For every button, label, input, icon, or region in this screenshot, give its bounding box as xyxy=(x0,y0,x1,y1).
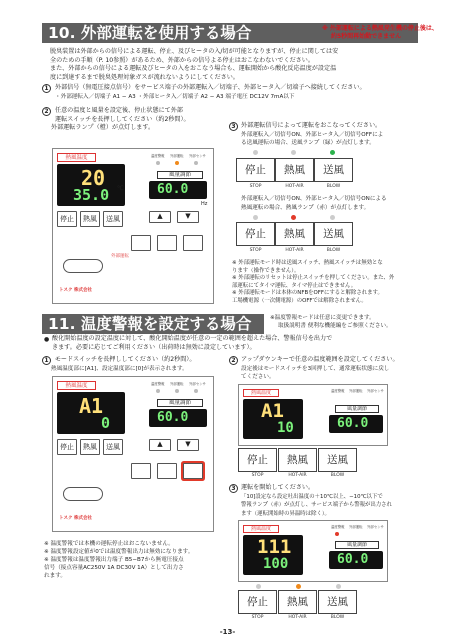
alarm-lamp xyxy=(156,389,160,393)
ext-run-switch[interactable] xyxy=(63,487,103,501)
stop-button[interactable]: 停止 xyxy=(238,448,277,472)
stop-button[interactable]: 停止 xyxy=(57,211,77,227)
timer-button[interactable] xyxy=(157,235,177,251)
stop-button[interactable]: 停止 xyxy=(57,439,77,455)
set-temp-value: 100 xyxy=(263,556,289,572)
stop-caption: STOP xyxy=(249,184,262,189)
blow-button[interactable]: 送風 xyxy=(103,439,123,455)
mini-label: 温度警報 xyxy=(331,389,345,393)
air-display xyxy=(149,181,207,199)
blow-button[interactable]: 送風 xyxy=(318,590,357,614)
hot-temp-label: 熱風温度 xyxy=(243,389,279,397)
set-temp-value: 35.0 xyxy=(73,186,110,204)
air-value: 60.0 xyxy=(337,552,369,567)
hot-button[interactable]: 熱風 xyxy=(80,439,100,455)
alarm-lamp xyxy=(156,161,160,165)
hot-temp-value: A1 xyxy=(261,400,284,422)
step-3-text: 外部運転信号によって運転をおこなってください。 外部運転入／切信号ON、外部ヒータ入／切信号OFFによ る送風運転の場合、送風ランプ（緑）が点灯します。 xyxy=(241,122,384,147)
step-number: 2 xyxy=(42,107,51,116)
blow-button[interactable]: 送風 xyxy=(318,448,357,472)
hot-temp-label: 熱風温度 xyxy=(243,525,279,533)
control-panel xyxy=(52,376,214,532)
stop-caption: STOP xyxy=(251,615,264,620)
timer-button[interactable] xyxy=(157,463,177,479)
blow-caption: BLOW xyxy=(326,184,341,189)
stop-caption: STOP xyxy=(249,248,262,253)
section-10-warning: ※ 外部運転による熱風発生機の停止後は、 約5秒間再始動できません xyxy=(322,25,438,40)
blow-button[interactable]: 送風 xyxy=(103,211,123,227)
mini-label: 外部センサ xyxy=(367,525,384,529)
hot-lamp xyxy=(291,150,296,155)
down-button[interactable]: ▼ xyxy=(177,439,199,451)
company-logo: トスク 株式会社 xyxy=(59,516,93,521)
temperature-display xyxy=(57,392,125,434)
mode-button[interactable] xyxy=(183,463,203,479)
up-button[interactable]: ▲ xyxy=(149,439,171,451)
air-display xyxy=(329,415,383,433)
air-value: 60.0 xyxy=(157,410,189,425)
blow-lamp xyxy=(336,584,341,589)
air-label: 風量調節 xyxy=(335,405,379,413)
mini-label: 外部センサ xyxy=(189,154,206,158)
hot-temp-label: 熱風温度 xyxy=(57,153,96,162)
temperature-display xyxy=(243,399,303,439)
mini-label: 外部運転 xyxy=(349,389,363,393)
air-value: 60.0 xyxy=(337,416,369,431)
hot-caption: HOT-AIR xyxy=(288,615,307,620)
step-number: 3 xyxy=(229,484,238,493)
hot-button[interactable]: 熱風 xyxy=(80,211,100,227)
hot-temp-value: 111 xyxy=(257,536,292,558)
stop-button[interactable]: 停止 xyxy=(236,222,275,246)
control-panel xyxy=(238,520,388,582)
ext-run-lamp xyxy=(175,161,179,165)
hot-temp-value: A1 xyxy=(79,394,104,418)
page-number: -13- xyxy=(219,628,236,636)
section-10-intro: 脱臭装置は外部からの信号による運転、停止、及びヒータの入/切が可能となりますが、停止に関しては安 全のための手順（P. 10参照）があるため、外部からの信号よる停止はおこなわないでください。 また、外部からの信号による運転及びヒータの入をおこなう場合も、運転開始から酸化反応温度が設定温 度に到達するまで脱臭処理対象ガスが流れないようにしてください。 xyxy=(50,48,339,81)
air-label: 風量調節 xyxy=(335,541,379,549)
blow-button[interactable]: 送風 xyxy=(314,222,353,246)
mini-label: 外部運転 xyxy=(170,382,184,386)
hot-temp-value: 20 xyxy=(81,166,106,190)
stop-lamp xyxy=(253,150,258,155)
step-number: 2 xyxy=(229,356,238,365)
temperature-display xyxy=(243,535,303,575)
down-button[interactable]: ▼ xyxy=(177,211,199,223)
step-1-text: モードスイッチを長押ししてください（約2秒間）。 熱風温度部に[A1]、設定温度部に[0]が表示されます。 xyxy=(51,356,196,372)
alarm-lamp xyxy=(335,532,339,536)
mode-button[interactable] xyxy=(183,235,203,251)
section-10-heading: 10. 外部運転を使用する場合 xyxy=(42,23,418,43)
stop-button[interactable]: 停止 xyxy=(238,590,277,614)
blow-lamp xyxy=(330,150,335,155)
step-number: 1 xyxy=(42,84,51,93)
blow-caption: BLOW xyxy=(330,615,345,620)
hot-button[interactable]: 熱風 xyxy=(275,222,314,246)
control-panel xyxy=(238,384,388,446)
set-temp-value: 0 xyxy=(101,414,111,432)
hz-unit: Hz xyxy=(201,201,208,207)
mini-label: 温度警報 xyxy=(151,382,165,386)
mini-label: 温度警報 xyxy=(331,525,345,529)
mini-label: 外部運転 xyxy=(170,154,184,158)
section-11-aside: ※温度警報モードは任意に変更できます。 取扱説明書 便利な機能編をご参照ください。 xyxy=(270,315,392,329)
hot-button[interactable]: 熱風 xyxy=(278,448,317,472)
step-1-text: 外部信号（無電圧接点信号）をサービス端子の外部運転入／切端子、外部ヒータ入／切端子へ接続してください。 ・外部運転入／切端子 A1 − A3 ・外部ヒータ入／切端子 A2 − A3 端子電圧 DC12V 7mA以下 xyxy=(55,84,366,100)
hot-caption: HOT-AIR xyxy=(288,473,307,478)
ext-run-switch[interactable] xyxy=(63,259,103,273)
company-logo: トスク 株式会社 xyxy=(59,288,93,293)
air-value: 60.0 xyxy=(157,182,189,197)
set-temp-value: 10 xyxy=(277,420,294,436)
control-panel xyxy=(52,148,214,304)
air-display xyxy=(329,551,383,569)
hot-button[interactable]: 熱風 xyxy=(278,590,317,614)
ext-sensor-lamp xyxy=(194,161,198,165)
hot-temp-label: 熱風温度 xyxy=(57,381,96,390)
ext-run-lamp xyxy=(175,389,179,393)
up-button[interactable]: ▲ xyxy=(149,211,171,223)
ext-sensor-lamp xyxy=(194,389,198,393)
celsius-unit: ℃ xyxy=(117,185,124,192)
section-10-notes: ※ 外部運転モード時は送風スイッチ、熱風スイッチは無効とな ります（操作できません）。 ※ 外部運転のリセットは停止スイッチを押してください。また、外 部運転にてタイマ運転、タイマ停止はできません。 ※ 外部運転モードは本体のNFBをOFFにすると解除されます。 工場機電源（一次側電源）のOFFでは解除されません。 xyxy=(232,260,395,304)
hot-button[interactable]: 熱風 xyxy=(275,158,314,182)
hot-caption: HOT-AIR xyxy=(285,184,304,189)
blow-caption: BLOW xyxy=(326,248,341,253)
blow-caption: BLOW xyxy=(330,473,345,478)
run-mode-button[interactable] xyxy=(131,463,151,479)
stop-lamp xyxy=(256,584,261,589)
step-2-text: 任意の温度と風量を設定後、停止状態にて外部 運転スイッチを長押ししてください（約2秒間）。 外部運転ランプ（橙）が点灯します。 xyxy=(51,107,190,132)
blow-button[interactable]: 送風 xyxy=(314,158,353,182)
air-label: 風量調節 xyxy=(157,399,203,407)
step-3-text: 運転を開始してください。 「10]設定なら設定吐出温度の＋10℃以上、−10℃以下で 警報ランプ（赤）が点灯し、サービス端子から警報が出力され ます（運転開始時の昇温時は除く）。 xyxy=(241,484,392,517)
temperature-display xyxy=(57,164,125,206)
blow-lamp xyxy=(330,215,335,220)
mini-label: 外部センサ xyxy=(189,382,206,386)
stop-button[interactable]: 停止 xyxy=(236,158,275,182)
step-number: 1 xyxy=(42,356,51,365)
hot-caption: HOT-AIR xyxy=(285,248,304,253)
air-display xyxy=(149,409,207,427)
stop-caption: STOP xyxy=(251,473,264,478)
mini-label: 温度警報 xyxy=(151,154,165,158)
mini-label: 外部センサ xyxy=(367,389,384,393)
stop-lamp xyxy=(253,215,258,220)
air-label: 風量調節 xyxy=(157,171,203,179)
section-11-intro: 酸化開始温度の設定温度に対して、酸化開始温度が任意の一定の範囲を超えた場合、警報信号を出力で きます。必要に応じてご利用ください（出荷時は無効に設定しています）。 xyxy=(52,335,333,351)
hot-lamp xyxy=(291,215,296,220)
section-11-heading: 11. 温度警報を設定する場合 xyxy=(42,314,264,334)
step-2-text: アップダウンキーで任意の温度範囲を設定してください。 設定後はモードスイッチを3回押して、通常運転状態に戻し てください。 xyxy=(241,356,399,381)
ext-run-label: 外部運転 xyxy=(111,254,129,259)
hot-lamp xyxy=(296,584,301,589)
section-11-notes: ※ 温度警報では本機の運転停止はおこないません。 ※ 温度警報設定値が0では温度警報出力は無効になります。 ※ 温度警報は温度警報出力端子 B5−B7から無電圧接点 信号（接点容量AC250V 1A DC30V 1A）として出力さ れます。 xyxy=(44,541,194,579)
mini-label: 外部運転 xyxy=(349,525,363,529)
run-mode-button[interactable] xyxy=(131,235,151,251)
step-number: 3 xyxy=(229,122,238,131)
step-3b-text: 外部運転入／切信号ON、外部ヒータ入／切信号ONによる 熱風運転の場合、熱風ランプ（赤）が点灯します。 xyxy=(241,196,387,211)
bullet-icon: ● xyxy=(44,336,50,343)
